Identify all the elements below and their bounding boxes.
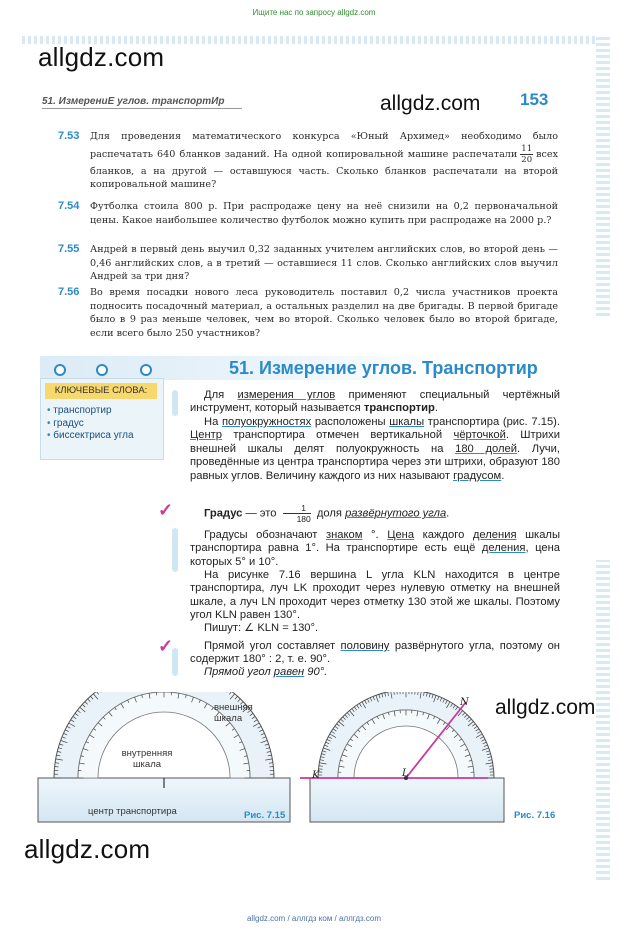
point-k-label: K — [312, 770, 320, 781]
checkmark-icon: ✓ — [158, 500, 174, 520]
section-title: 51. Измерение углов. Транспортир — [229, 358, 538, 378]
margin-bar — [172, 390, 178, 416]
binder-ring-icon — [54, 364, 66, 376]
keyword-item: • транспортир — [47, 405, 134, 418]
label-outer-scale: внешняя шкала — [214, 702, 253, 724]
binder-ring-icon — [96, 364, 108, 376]
keywords-box — [40, 378, 164, 460]
top-ad-text[interactable]: Ищите нас по запросу allgdz.com — [252, 8, 376, 17]
margin-bar — [172, 528, 178, 572]
running-head-rule — [42, 108, 242, 109]
figure-caption-7-16: Рис. 7.16 — [514, 810, 556, 821]
checkmark-icon: ✓ — [158, 636, 174, 656]
page-side-stripe-lower — [596, 560, 610, 880]
page-number: 153 — [520, 90, 549, 109]
fraction: $\frac{1}{180}$ — [283, 503, 311, 524]
problem-text-continued: всех бланков, а на другой — оставшуюся часть. Сколько бланков распечатали на второй копировальной машине? — [90, 148, 558, 191]
problem-text: Футболка стоила 800 р. При распродаже цену на неё снизили на 0,2 первоначальной цены. Какое наибольшее количество футболок можно купить при распродаже на 2000 р.? — [90, 201, 558, 226]
problem-7-54 — [58, 200, 558, 227]
binder-ring-icon — [140, 364, 152, 376]
watermark-bottom-left: allgdz.com — [24, 834, 151, 864]
keyword-item: • биссектриса угла — [47, 430, 134, 443]
paragraph-example: На рисунке 7.16 вершина L угла KLN находится в центре транспортира, луч LK проходит через нулевую отметку на внешней шкале, а луч LN проходит через отметку 130 этой же шкалы. Поэтому угол KLN равен 130°. — [190, 569, 560, 622]
problem-number: 7.56 — [58, 286, 80, 298]
fraction — [520, 144, 533, 165]
paragraph-scales: На полуокружностях расположены шкалы транспортира (рис. 7.15). Центр транспортира отмечен вертикальной чёрточкой. Штрихи внешней шкалы делят полуокружность на 180 долей. Лучи, проведённые из центра транспортира через эти штрихи, образуют 180 равных углов. Величину каждого из них называют градусом. — [190, 416, 560, 482]
problem-7-56 — [58, 286, 558, 340]
fraction-denominator: 20 — [521, 154, 533, 165]
problem-text: Для проведения математического конкурса «Юный Архимед» необходимо было распечатать 640 бланков заданий. На одной копировальной машине распечатали — [90, 131, 558, 160]
watermark-top-left: allgdz.com — [38, 42, 165, 72]
problem-number: 7.55 — [58, 243, 80, 255]
label-inner-scale: внутренняя шкала — [121, 748, 173, 770]
paragraph-right-angle: Прямой угол составляет половину развёрнутого угла, поэтому он содержит 180° : 2, т. е. 90°. — [190, 640, 560, 666]
paragraph-transportir: Для измерения углов применяют специальный чертёжный инструмент, который называется транспортир. — [190, 389, 560, 415]
problem-7-53 — [58, 130, 558, 192]
problem-number: 7.54 — [58, 200, 80, 212]
definition-degree: Градус — это $\frac{1}{180}$ доля развёрнутого угла. — [204, 503, 450, 524]
keyword-item: • градус — [47, 418, 134, 431]
paragraph-right-angle-def: Прямой угол равен 90°. — [204, 666, 328, 678]
watermark-top-right: allgdz.com — [380, 92, 481, 115]
label-center: центр транспортира — [88, 806, 177, 817]
bottom-ad-text[interactable]: allgdz.com / аллгдз ком / аллгдз.com — [246, 914, 382, 923]
problem-text: Во время посадки нового леса руководитель поставил 0,2 числа участников проекта подносить посадочный материал, а остальных разделил на две бригады. В первой бригаде было в 9 раз меньше человек, чем во второй. Сколько человек было во второй бригаде, если всего было 250 участников? — [90, 287, 558, 339]
point-l-label: L — [402, 768, 409, 779]
paragraph-division: Градусы обозначают знаком °. Цена каждого деления шкалы транспортира равна 1°. На транспортире есть ещё деления, цена которых 5° и 10°. — [190, 529, 560, 568]
problem-number: 7.53 — [58, 130, 80, 142]
paragraph-notation: Пишут: ∠ KLN = 130°. — [204, 622, 319, 634]
problem-7-55 — [58, 243, 558, 284]
fraction-numerator: 11 — [521, 143, 533, 154]
page-side-stripe — [596, 36, 610, 316]
keywords-title: КЛЮЧЕВЫЕ СЛОВА: — [45, 383, 157, 399]
watermark-middle-right: allgdz.com — [495, 696, 596, 719]
point-n-label: N — [460, 697, 469, 708]
keywords-list — [47, 405, 134, 443]
figure-7-16-protractor — [300, 692, 510, 824]
figure-caption-7-15: Рис. 7.15 — [244, 810, 286, 821]
problem-text: Андрей в первый день выучил 0,32 заданных учителем английских слов, во второй день — 0,46 английских слов, а в третий — оставшиеся 11 слов. Сколько английских слов выучил Андрей за три дня? — [90, 244, 558, 283]
running-head: 51. ИзмерениЕ углов. транспортИр — [42, 96, 225, 107]
